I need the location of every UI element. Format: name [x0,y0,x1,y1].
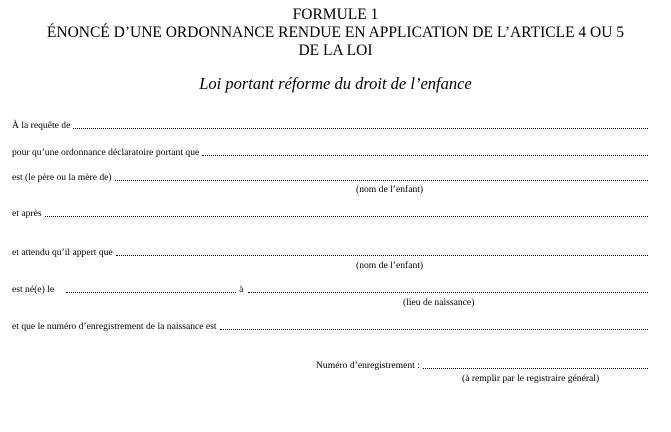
est-field[interactable] [115,180,648,181]
form-title-line-1: ÉNONCÉ D’UNE ORDONNANCE RENDUE EN APPLICATION DE L’ARTICLE 4 OU 5 [46,24,625,41]
requete-field[interactable] [73,128,648,129]
ordonnance-field[interactable] [202,155,648,156]
ordonnance-label: pour qu’une ordonnance déclaratoire portant que [12,147,200,158]
est-label: est (le père ou la mère de) [12,172,112,183]
attendu-row [12,246,649,259]
attendu-label: et attendu qu’il appert que [12,247,113,258]
apres-label: et après [12,208,42,219]
enregistrement-field[interactable] [220,329,648,330]
form-title-line-2: DE LA LOI [298,42,373,59]
a-label: à [239,284,244,295]
form-subtitle: Loi portant réforme du droit de l’enfance [199,74,472,93]
est-caption: (nom de l’enfant) [356,184,424,195]
requete-label: À la requête de [12,120,71,131]
enregistrement-label: et que le numéro d’enregistrement de la naissance est [12,321,217,332]
numero-caption: (à remplir par le registraire général) [462,373,600,384]
ne-label: est né(e) le [12,284,55,295]
form-number: FORMULE 1 [292,6,379,23]
apres-row [12,207,649,220]
lieu-naissance-field[interactable] [248,292,648,293]
ordonnance-row [12,146,649,159]
attendu-caption: (nom de l’enfant) [356,260,424,271]
numero-field[interactable] [423,368,648,369]
numero-row [316,359,649,372]
apres-field[interactable] [45,216,648,217]
lieu-caption: (lieu de naissance) [403,297,475,308]
numero-label: Numéro d’enregistrement : [316,360,420,371]
attendu-field[interactable] [116,255,648,256]
est-row [12,171,649,184]
date-naissance-field[interactable] [66,292,236,293]
naissance-row [12,283,649,296]
enregistrement-row [12,320,649,333]
requete-row [12,119,649,132]
